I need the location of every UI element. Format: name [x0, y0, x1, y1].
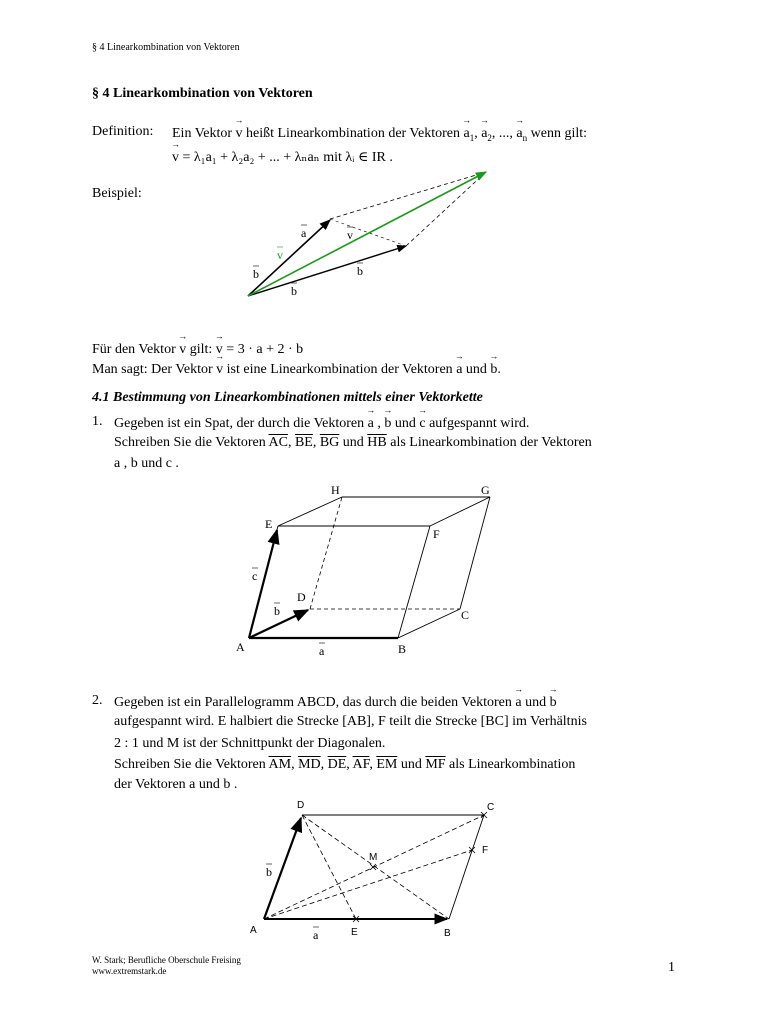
label-b-bottom: b [291, 284, 297, 298]
para-label-a: a [313, 928, 319, 942]
label-b-left: b [253, 267, 259, 281]
para-point-M: M [369, 852, 378, 863]
page-title: § 4 Linearkombination von Vektoren [92, 86, 313, 101]
footer-author: W. Stark; Berufliche Oberschule Freising [92, 955, 241, 965]
task1-number: 1. [92, 414, 103, 429]
point-E: E [265, 517, 273, 531]
spat-label-a: a [319, 644, 325, 658]
task1-line1: Gegeben ist ein Spat, der durch die Vektoren → a , → b und → c aufgespannt wird. [114, 414, 529, 432]
task1-line3: a , b und c . [114, 456, 179, 471]
para-point-D: D [297, 800, 305, 811]
point-A: A [236, 640, 245, 654]
label-v-green: v [277, 248, 283, 262]
task2-line3: 2 : 1 und M ist der Schnittpunkt der Diagonalen. [114, 736, 386, 751]
point-G: G [481, 483, 490, 497]
footer [92, 955, 241, 977]
point-H: H [331, 483, 340, 497]
definition-formula: → v = λ₁a₁ + λ₂a₂ + ... + λₙaₙ mit λᵢ ∈ IR . [172, 148, 393, 166]
task2-line2: aufgespannt wird. E halbiert die Strecke [AB], F teilt die Strecke [BC] im Verhältnis [114, 714, 587, 729]
page-number: 1 [668, 960, 675, 975]
para-point-F: F [482, 845, 489, 856]
para-point-B: B [444, 928, 451, 939]
footer-url: www.extremstark.de [92, 966, 167, 976]
definition-line1: Ein Vektor → v heißt Linearkombination der Vektoren → $a_1$, → $a_2$, ..., → $a_n$ wenn gilt: [172, 124, 587, 143]
para-label-b: b [266, 865, 272, 879]
spat-label-b: b [274, 604, 280, 618]
task2-number: 2. [92, 693, 103, 708]
para-point-C: C [487, 802, 495, 813]
definition-label: Definition: [92, 124, 154, 139]
task2-line1: Gegeben ist ein Parallelogramm ABCD, das durch die beiden Vektoren → a und → b [114, 693, 557, 711]
point-F: F [433, 527, 440, 541]
statement-2: Man sagt: Der Vektor → v ist eine Linearkombination der Vektoren → a und → b. [92, 360, 501, 378]
label-b-mid: b [357, 264, 363, 278]
label-a: a [301, 226, 307, 240]
spat-label-c: c [252, 569, 258, 583]
statement-1: Für den Vektor → v gilt: → v = 3 · a + 2 · b [92, 340, 303, 358]
task2-line4: Schreiben Sie die Vektoren $\overline{AM}$, $\overline{MD}$, $\overline{DE}$, $\overline{AF}$, $\overline{EM}$ und $\overline{MF}$ als Linearkombination [114, 757, 576, 772]
task1-line2: Schreiben Sie die Vektoren $\overline{AC}$, $\overline{BE}$, $\overline{BG}$ und $\overline{HB}$ als Linearkombination der Vektoren [114, 435, 592, 450]
vector-v: → v [236, 124, 243, 142]
section-heading: 4.1 Bestimmung von Linearkombinationen mittels einer Vektorkette [92, 390, 483, 405]
example-label: Beispiel: [92, 186, 142, 201]
task2-line5: der Vektoren a und b . [114, 777, 238, 792]
para-point-E: E [351, 927, 358, 938]
label-v-black: v [347, 228, 353, 242]
point-C: C [461, 608, 470, 622]
running-header: § 4 Linearkombination von Vektoren [92, 42, 240, 53]
para-point-A: A [250, 925, 257, 936]
point-B: B [398, 642, 407, 656]
point-D: D [297, 590, 306, 604]
